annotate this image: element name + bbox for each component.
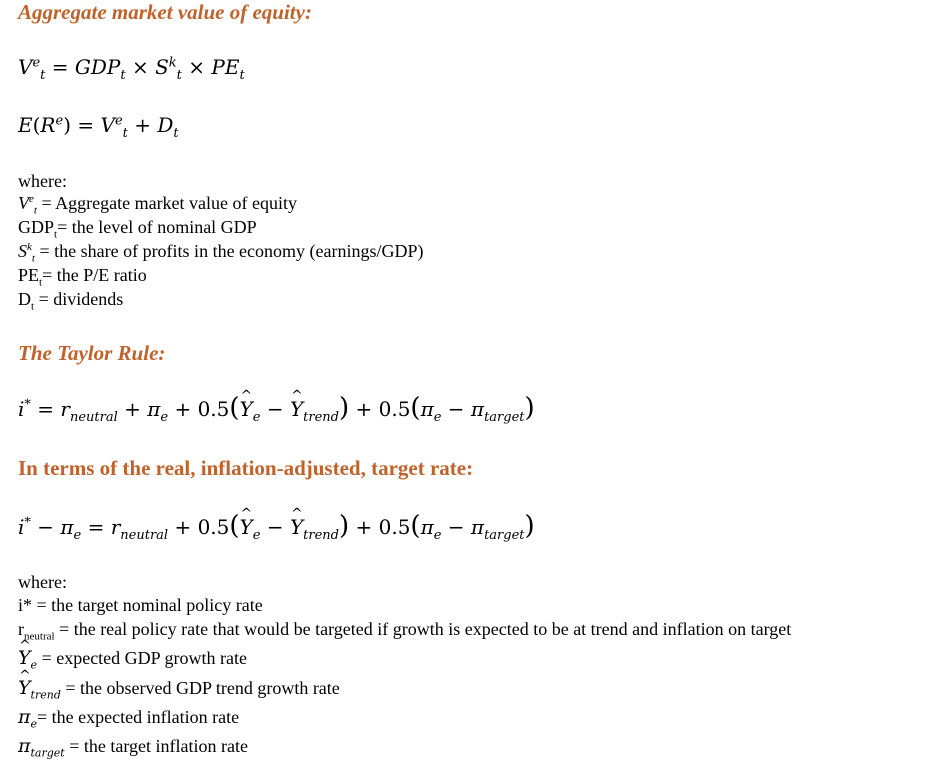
equation-expected-return: $E(R^e) = V^e_t + D_t$ [18, 113, 179, 141]
where-label-1: where: [18, 171, 67, 191]
def-neutral-rate: $r_{neutral}$ = the real policy rate that would be targeted if growth is expected to be at trend and inflation on target [18, 619, 792, 643]
def-target-inflation: $\pi_{target}$ = the target inflation rate [18, 735, 248, 760]
def-equity-value: $V^e_t$ = Aggregate market value of equity [18, 193, 298, 217]
def-gdp: $GDP_t=$ the level of nominal GDP [18, 217, 257, 241]
def-profit-share: $S^k_t$ = the share of profits in the economy (earnings/GDP) [18, 241, 424, 265]
def-pe-ratio: $PE_t=$ the P/E ratio [18, 265, 147, 289]
def-expected-gdp-growth: ^ $Y_e$ = expected GDP growth rate [18, 647, 247, 669]
def-target-policy-rate: i* = the target nominal policy rate [18, 595, 263, 615]
def-expected-inflation: $\pi_e=$ the expected inflation rate [18, 706, 240, 731]
heading-real-target-rate: In terms of the real, inflation-adjusted, target rate: [18, 456, 474, 480]
def-dividends: $D_t$ = dividends [18, 289, 124, 313]
def-trend-growth: ^ $Y_{trend}$ = the observed GDP trend growth rate [18, 677, 340, 699]
heading-aggregate-equity: Aggregate market value of equity: [18, 0, 312, 24]
heading-taylor-rule: The Taylor Rule: [18, 341, 166, 365]
equation-market-value: $V^e_t = GDP_t \times S^k_t \times PE_t$ [18, 55, 245, 83]
where-label-2: where: [18, 572, 67, 592]
equation-taylor-rule: $i^* = r_{neutral} + \pi_e$ + 0.5(^ $Y_e$ − ^ $Y_{trend}) + 0.5(\pi_e - \pi_{target})$ [18, 393, 535, 423]
equation-real-target-rate: $i^* - \pi_e = r_{neutral}$ + 0.5(^ $Y_e$ − ^ $Y_{trend}) + 0.5(\pi_e - \pi_{target})$ [18, 511, 535, 541]
